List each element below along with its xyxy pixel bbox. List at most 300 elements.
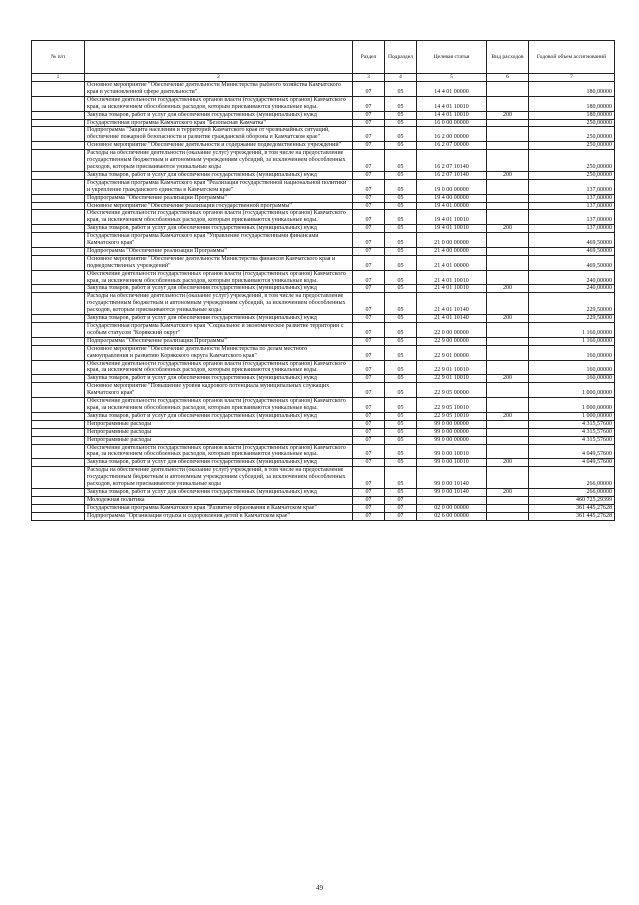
amount-cell: 4 315,57600	[529, 428, 615, 436]
row-number-cell	[32, 315, 85, 323]
section-cell: 07	[353, 412, 385, 420]
amount-cell: 137,00000	[529, 210, 615, 225]
amount-cell: 180,00000	[529, 96, 615, 111]
target-article-cell: 99 0 00 10140	[417, 467, 487, 489]
amount-cell: 266,00000	[529, 488, 615, 496]
table-row	[32, 337, 615, 345]
subsection-cell: 05	[385, 150, 417, 172]
amount-cell: 4 315,57600	[529, 436, 615, 444]
expense-kind-cell	[487, 179, 529, 194]
expense-kind-cell: 200	[487, 315, 529, 323]
subsection-cell: 05	[385, 233, 417, 248]
column-numbering-row	[32, 74, 615, 82]
target-article-cell: 21 4 01 10140	[417, 315, 487, 323]
target-article-cell: 22 9 05 10010	[417, 412, 487, 420]
section-cell: 07	[353, 150, 385, 172]
subsection-cell: 05	[385, 171, 417, 179]
expense-name-cell: Подпрограмма "Обеспечение реализации Программы"	[85, 337, 353, 345]
column-number: 1	[32, 74, 85, 82]
expense-kind-cell	[487, 496, 529, 504]
amount-cell: 1 000,00000	[529, 412, 615, 420]
subsection-cell: 05	[385, 375, 417, 383]
target-article-cell: 19 4 01 00000	[417, 202, 487, 210]
section-cell: 07	[353, 119, 385, 127]
subsection-cell: 05	[385, 127, 417, 142]
row-number-cell	[32, 398, 85, 413]
header-subsection: Подраздел	[385, 41, 417, 74]
table-body	[32, 82, 615, 521]
table-row	[32, 194, 615, 202]
subsection-cell: 05	[385, 194, 417, 202]
expense-kind-cell	[487, 127, 529, 142]
target-article-cell: 21 4 01 10140	[417, 293, 487, 315]
subsection-cell: 05	[385, 444, 417, 459]
amount-cell: 250,00000	[529, 119, 615, 127]
amount-cell: 160,00000	[529, 345, 615, 360]
target-article-cell: 14 4 01 10010	[417, 96, 487, 111]
row-number-cell	[32, 96, 85, 111]
subsection-cell: 05	[385, 255, 417, 270]
row-number-cell	[32, 428, 85, 436]
expense-kind-cell: 200	[487, 412, 529, 420]
expense-name-cell: Государственная программа Камчатского края "Управление государственными финансами Камчатского края"	[85, 233, 353, 248]
section-cell: 07	[353, 375, 385, 383]
expense-name-cell: Непрограммные расходы	[85, 436, 353, 444]
table-row	[32, 360, 615, 375]
target-article-cell: 99 0 00 10010	[417, 459, 487, 467]
section-cell: 07	[353, 255, 385, 270]
expense-name-cell: Государственная программа Камчатского края "Безопасная Камчатка"	[85, 119, 353, 127]
expense-name-cell: Закупка товаров, работ и услуг для обеспечения государственных (муниципальных) нужд	[85, 315, 353, 323]
expense-kind-cell	[487, 255, 529, 270]
row-number-cell	[32, 293, 85, 315]
subsection-cell: 05	[385, 111, 417, 119]
section-cell: 07	[353, 127, 385, 142]
target-article-cell: 14 4 01 00000	[417, 82, 487, 97]
table-row	[32, 82, 615, 97]
target-article-cell: 02 0 00 00000	[417, 504, 487, 512]
section-cell: 07	[353, 179, 385, 194]
row-number-cell	[32, 467, 85, 489]
table-row	[32, 233, 615, 248]
expense-kind-cell	[487, 202, 529, 210]
expense-name-cell: Расходы на обеспечение деятельности (оказание услуг) учреждений, в том числе на предоставление государственным бюджетным и автономным учреждениям субсидий, за исключением обособленных расходов, которым присваиваются уникальные коды	[85, 293, 353, 315]
expense-kind-cell	[487, 504, 529, 512]
expense-kind-cell	[487, 233, 529, 248]
amount-cell: 460 725,29399	[529, 496, 615, 504]
subsection-cell: 05	[385, 428, 417, 436]
expense-kind-cell	[487, 293, 529, 315]
table-row	[32, 270, 615, 285]
expense-kind-cell: 200	[487, 488, 529, 496]
row-number-cell	[32, 436, 85, 444]
expense-name-cell: Основное мероприятие "Повышение уровня кадрового потенциала муниципальных служащих Камчатского края"	[85, 383, 353, 398]
section-cell: 07	[353, 323, 385, 338]
target-article-cell: 19 4 01 10010	[417, 225, 487, 233]
expense-name-cell: Непрограммные расходы	[85, 428, 353, 436]
target-article-cell: 16 2 07 10140	[417, 150, 487, 172]
amount-cell: 250,00000	[529, 127, 615, 142]
subsection-cell: 05	[385, 412, 417, 420]
row-number-cell	[32, 255, 85, 270]
table-row	[32, 150, 615, 172]
expense-name-cell: Обеспечение деятельности государственных органов власти (государственных органов) Камчатского края, за исключением обособленных расходов, которым присваиваются уникальные коды.	[85, 270, 353, 285]
section-cell: 07	[353, 247, 385, 255]
target-article-cell: 16 0 00 00000	[417, 119, 487, 127]
table-row	[32, 398, 615, 413]
target-article-cell: 16 2 07 10140	[417, 171, 487, 179]
target-article-cell: 99 0 00 10010	[417, 444, 487, 459]
table-row	[32, 444, 615, 459]
header-name	[85, 41, 353, 74]
expense-kind-cell	[487, 398, 529, 413]
row-number-cell	[32, 233, 85, 248]
row-number-cell	[32, 383, 85, 398]
table-row	[32, 512, 615, 520]
expense-kind-cell	[487, 82, 529, 97]
table-row	[32, 293, 615, 315]
section-cell: 07	[353, 315, 385, 323]
table-row	[32, 179, 615, 194]
column-number: 5	[417, 74, 487, 82]
section-cell: 07	[353, 428, 385, 436]
expense-name-cell: Подпрограмма "Защита населения и территорий Камчатского края от чрезвычайных ситуаций, обеспечение пожарной безопасности и развитие гражданской обороны в Камчатском крае"	[85, 127, 353, 142]
row-number-cell	[32, 360, 85, 375]
section-cell: 07	[353, 171, 385, 179]
target-article-cell: 21 4 01 00000	[417, 255, 487, 270]
table-row	[32, 420, 615, 428]
expense-name-cell: Основное мероприятие "Обеспечение деятельности Министерства по делам местного самоуправления и развитию Корякского округа Камчатского края"	[85, 345, 353, 360]
expense-kind-cell	[487, 96, 529, 111]
table-header-row	[32, 41, 615, 74]
amount-cell: 137,00000	[529, 179, 615, 194]
column-number: 7	[529, 74, 615, 82]
expense-kind-cell	[487, 360, 529, 375]
table-row	[32, 247, 615, 255]
table-row	[32, 202, 615, 210]
table-row	[32, 375, 615, 383]
expense-name-cell: Закупка товаров, работ и услуг для обеспечения государственных (муниципальных) нужд	[85, 285, 353, 293]
table-row	[32, 412, 615, 420]
row-number-cell	[32, 210, 85, 225]
amount-cell: 229,50000	[529, 293, 615, 315]
amount-cell: 1 000,00000	[529, 398, 615, 413]
table-row	[32, 467, 615, 489]
subsection-cell: 05	[385, 315, 417, 323]
subsection-cell: 05	[385, 247, 417, 255]
subsection-cell: 05	[385, 119, 417, 127]
target-article-cell: 22 9 01 00000	[417, 345, 487, 360]
target-article-cell: 21 4 01 10010	[417, 270, 487, 285]
section-cell: 07	[353, 142, 385, 150]
amount-cell: 4 049,57600	[529, 459, 615, 467]
expense-name-cell: Закупка товаров, работ и услуг для обеспечения государственных (муниципальных) нужд	[85, 459, 353, 467]
row-number-cell	[32, 150, 85, 172]
target-article-cell: 02 6 00 00000	[417, 512, 487, 520]
target-article-cell: 22 9 05 00000	[417, 383, 487, 398]
target-article-cell: 21 0 00 00000	[417, 233, 487, 248]
subsection-cell: 05	[385, 82, 417, 97]
amount-cell: 250,00000	[529, 150, 615, 172]
expense-name-cell: Закупка товаров, работ и услуг для обеспечения государственных (муниципальных) нужд	[85, 225, 353, 233]
expense-kind-cell	[487, 383, 529, 398]
row-number-cell	[32, 323, 85, 338]
expense-kind-cell: 200	[487, 111, 529, 119]
amount-cell: 180,00000	[529, 111, 615, 119]
expense-name-cell: Закупка товаров, работ и услуг для обеспечения государственных (муниципальных) нужд	[85, 111, 353, 119]
subsection-cell: 05	[385, 202, 417, 210]
target-article-cell: 99 0 00 00000	[417, 428, 487, 436]
row-number-cell	[32, 345, 85, 360]
expense-kind-cell	[487, 150, 529, 172]
row-number-cell	[32, 285, 85, 293]
target-article-cell: 22 9 05 10010	[417, 398, 487, 413]
subsection-cell: 05	[385, 488, 417, 496]
section-cell: 07	[353, 202, 385, 210]
row-number-cell	[32, 179, 85, 194]
subsection-cell: 05	[385, 293, 417, 315]
subsection-cell: 05	[385, 459, 417, 467]
table-row	[32, 96, 615, 111]
target-article-cell: 19 0 00 00000	[417, 179, 487, 194]
section-cell: 07	[353, 210, 385, 225]
section-cell: 07	[353, 444, 385, 459]
page-number: 49	[316, 884, 323, 892]
section-cell: 07	[353, 345, 385, 360]
amount-cell: 4 315,57600	[529, 420, 615, 428]
expense-name-cell: Обеспечение деятельности государственных органов власти (государственных органов) Камчатского края, за исключением обособленных расходов, которым присваиваются уникальные коды.	[85, 96, 353, 111]
table-row	[32, 428, 615, 436]
target-article-cell: 99 0 00 00000	[417, 420, 487, 428]
row-number-cell	[32, 171, 85, 179]
table-row	[32, 127, 615, 142]
expense-name-cell: Подпрограмма "Обеспечение реализации Программы"	[85, 194, 353, 202]
section-cell: 07	[353, 337, 385, 345]
row-number-cell	[32, 488, 85, 496]
row-number-cell	[32, 127, 85, 142]
section-cell: 07	[353, 512, 385, 520]
expense-name-cell: Основное мероприятие "Обеспечение деятельности Министерства финансов Камчатского края и подведомственных учреждений"	[85, 255, 353, 270]
table-row	[32, 111, 615, 119]
expense-kind-cell	[487, 142, 529, 150]
section-cell: 07	[353, 398, 385, 413]
row-number-cell	[32, 202, 85, 210]
subsection-cell: 05	[385, 270, 417, 285]
subsection-cell: 05	[385, 467, 417, 489]
section-cell: 07	[353, 420, 385, 428]
expense-kind-cell	[487, 194, 529, 202]
target-article-cell	[417, 496, 487, 504]
subsection-cell: 05	[385, 96, 417, 111]
table-row	[32, 504, 615, 512]
target-article-cell: 99 0 00 10140	[417, 488, 487, 496]
section-cell: 07	[353, 488, 385, 496]
expense-kind-cell	[487, 420, 529, 428]
target-article-cell: 21 4 00 00000	[417, 247, 487, 255]
subsection-cell: 05	[385, 323, 417, 338]
header-expense-kind: Вид расходов	[487, 41, 529, 74]
target-article-cell: 16 2 07 00000	[417, 142, 487, 150]
header-target-article: Целевая статья	[417, 41, 487, 74]
expense-name-cell: Основное мероприятие "Обеспечение реализации государственной программы"	[85, 202, 353, 210]
row-number-cell	[32, 337, 85, 345]
section-cell: 07	[353, 270, 385, 285]
row-number-cell	[32, 225, 85, 233]
expense-kind-cell	[487, 247, 529, 255]
subsection-cell: 05	[385, 285, 417, 293]
section-cell: 07	[353, 225, 385, 233]
row-number-cell	[32, 420, 85, 428]
row-number-cell	[32, 459, 85, 467]
column-number: 6	[487, 74, 529, 82]
amount-cell: 250,00000	[529, 171, 615, 179]
table-row	[32, 142, 615, 150]
row-number-cell	[32, 194, 85, 202]
expense-kind-cell: 200	[487, 225, 529, 233]
section-cell: 07	[353, 459, 385, 467]
amount-cell: 240,00000	[529, 285, 615, 293]
table-row	[32, 225, 615, 233]
expense-name-cell: Расходы на обеспечение деятельности (оказание услуг) учреждений, в том числе на предоставление государственным бюджетным и автономным учреждениям субсидий, за исключением обособленных расходов, которым присваиваются уникальные коды	[85, 150, 353, 172]
expense-kind-cell	[487, 428, 529, 436]
table-row	[32, 436, 615, 444]
row-number-cell	[32, 375, 85, 383]
amount-cell: 266,00000	[529, 467, 615, 489]
table-row	[32, 210, 615, 225]
expense-kind-cell	[487, 323, 529, 338]
subsection-cell: 05	[385, 345, 417, 360]
table-row	[32, 459, 615, 467]
amount-cell: 1 160,00000	[529, 323, 615, 338]
amount-cell: 1 160,00000	[529, 337, 615, 345]
expense-name-cell: Подпрограмма "Организация отдыха и оздоровления детей в Камчатском крае"	[85, 512, 353, 520]
section-cell: 07	[353, 496, 385, 504]
target-article-cell: 99 0 00 00000	[417, 436, 487, 444]
section-cell: 07	[353, 293, 385, 315]
section-cell: 07	[353, 467, 385, 489]
row-number-cell	[32, 512, 85, 520]
expense-name-cell: Государственная программа Камчатского края "Развитие образования в Камчатском крае"	[85, 504, 353, 512]
amount-cell: 240,00000	[529, 270, 615, 285]
subsection-cell: 05	[385, 420, 417, 428]
table-row	[32, 488, 615, 496]
expense-kind-cell	[487, 119, 529, 127]
expense-kind-cell	[487, 512, 529, 520]
expense-name-cell: Основное мероприятие "Обеспечение деятельности Министерства рыбного хозяйства Камчатского края в установленной сфере деятельности"	[85, 82, 353, 97]
section-cell: 07	[353, 504, 385, 512]
subsection-cell: 07	[385, 504, 417, 512]
expense-kind-cell	[487, 467, 529, 489]
table-row	[32, 315, 615, 323]
amount-cell: 4 049,57600	[529, 444, 615, 459]
expense-name-cell: Непрограммные расходы	[85, 420, 353, 428]
section-cell: 07	[353, 436, 385, 444]
amount-cell: 469,50000	[529, 247, 615, 255]
budget-table	[31, 40, 615, 521]
row-number-cell	[32, 270, 85, 285]
target-article-cell: 22 9 01 10010	[417, 375, 487, 383]
expense-name-cell: Подпрограмма "Обеспечение реализации Программы"	[85, 247, 353, 255]
amount-cell: 469,50000	[529, 233, 615, 248]
expense-kind-cell: 200	[487, 171, 529, 179]
amount-cell: 1 000,00000	[529, 383, 615, 398]
target-article-cell: 16 2 00 00000	[417, 127, 487, 142]
expense-kind-cell	[487, 337, 529, 345]
section-cell: 07	[353, 96, 385, 111]
expense-kind-cell: 200	[487, 375, 529, 383]
expense-kind-cell: 200	[487, 285, 529, 293]
column-number: 4	[385, 74, 417, 82]
expense-kind-cell	[487, 436, 529, 444]
section-cell: 07	[353, 194, 385, 202]
amount-cell: 160,00000	[529, 375, 615, 383]
expense-name-cell: Закупка товаров, работ и услуг для обеспечения государственных (муниципальных) нужд	[85, 488, 353, 496]
row-number-cell	[32, 444, 85, 459]
row-number-cell	[32, 119, 85, 127]
header-annual-amount: Годовой объем ассигнований	[529, 41, 615, 74]
amount-cell: 469,50000	[529, 255, 615, 270]
amount-cell: 137,00000	[529, 202, 615, 210]
row-number-cell	[32, 412, 85, 420]
expense-name-cell: Обеспечение деятельности государственных органов власти (государственных органов) Камчатского края, за исключением обособленных расходов, которым присваиваются уникальные коды.	[85, 398, 353, 413]
subsection-cell: 05	[385, 383, 417, 398]
expense-name-cell: Расходы на обеспечение деятельности (оказание услуг) учреждений, в том числе на предоставление государственным бюджетным и автономным учреждениям субсидий, за исключением обособленных расходов, которым присваиваются уникальные коды	[85, 467, 353, 489]
subsection-cell: 05	[385, 210, 417, 225]
expense-kind-cell	[487, 270, 529, 285]
amount-cell: 229,50000	[529, 315, 615, 323]
section-cell: 07	[353, 285, 385, 293]
expense-name-cell: Обеспечение деятельности государственных органов власти (государственных органов) Камчатского края, за исключением обособленных расходов, которым присваиваются уникальные коды.	[85, 444, 353, 459]
expense-name-cell: Государственная программа Камчатского края "Социальное и экономическое развитие территории с особым статусом "Корякский округ"	[85, 323, 353, 338]
amount-cell: 137,00000	[529, 225, 615, 233]
header-number: № п/п	[32, 41, 85, 74]
subsection-cell: 05	[385, 360, 417, 375]
amount-cell: 361 445,27628	[529, 512, 615, 520]
table-row	[32, 383, 615, 398]
subsection-cell: 07	[385, 496, 417, 504]
amount-cell: 250,00000	[529, 142, 615, 150]
row-number-cell	[32, 504, 85, 512]
section-cell: 07	[353, 233, 385, 248]
expense-name-cell: Государственная программа Камчатского края "Реализация государственной национальной политики и укрепление гражданского единства в Камчатском крае"	[85, 179, 353, 194]
expense-name-cell: Закупка товаров, работ и услуг для обеспечения государственных (муниципальных) нужд	[85, 171, 353, 179]
target-article-cell: 22 9 00 00000	[417, 337, 487, 345]
header-section: Раздел	[353, 41, 385, 74]
target-article-cell: 22 9 01 10010	[417, 360, 487, 375]
expense-name-cell: Молодежная политика	[85, 496, 353, 504]
column-number: 3	[353, 74, 385, 82]
table-row	[32, 255, 615, 270]
section-cell: 07	[353, 82, 385, 97]
table-row	[32, 496, 615, 504]
expense-name-cell: Основное мероприятие "Обеспечение деятельности и содержание подведомственных учреждений"	[85, 142, 353, 150]
subsection-cell: 05	[385, 142, 417, 150]
table-row	[32, 345, 615, 360]
target-article-cell: 22 0 00 00000	[417, 323, 487, 338]
expense-name-cell: Обеспечение деятельности государственных органов власти (государственных органов) Камчатского края, за исключением обособленных расходов, которым присваиваются уникальные коды.	[85, 210, 353, 225]
row-number-cell	[32, 111, 85, 119]
table-row	[32, 171, 615, 179]
expense-name-cell: Закупка товаров, работ и услуг для обеспечения государственных (муниципальных) нужд	[85, 412, 353, 420]
expense-name-cell: Обеспечение деятельности государственных органов власти (государственных органов) Камчатского края, за исключением обособленных расходов, которым присваиваются уникальные коды.	[85, 360, 353, 375]
row-number-cell	[32, 247, 85, 255]
amount-cell: 180,00000	[529, 82, 615, 97]
expense-name-cell: Закупка товаров, работ и услуг для обеспечения государственных (муниципальных) нужд	[85, 375, 353, 383]
column-number: 2	[85, 74, 353, 82]
expense-kind-cell	[487, 210, 529, 225]
subsection-cell: 05	[385, 225, 417, 233]
subsection-cell: 05	[385, 179, 417, 194]
